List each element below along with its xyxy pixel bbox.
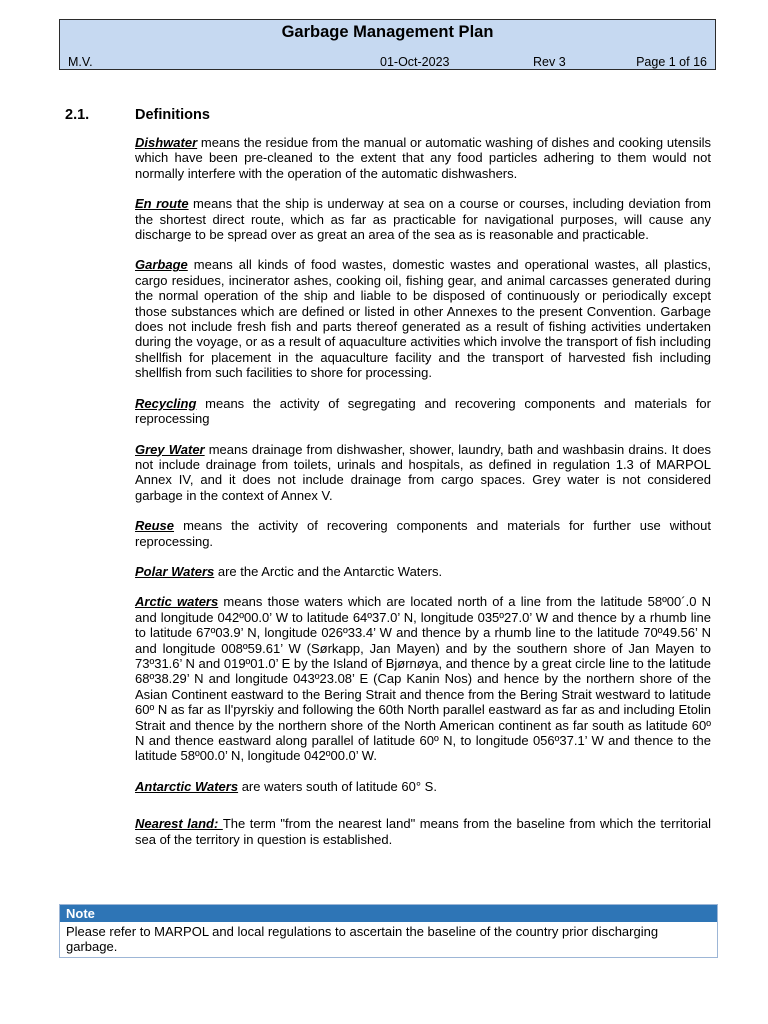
note-text: Please refer to MARPOL and local regulations to ascertain the baseline of the country prior discharging garbage.	[66, 924, 659, 955]
note-box	[59, 904, 718, 958]
definition-term: Nearest land:	[135, 816, 223, 832]
definition-term: Arctic waters	[135, 594, 219, 610]
definition-text: means all kinds of food wastes, domestic wastes and operational wastes, all plastics, cargo residues, incinerator ashes, cooking oil, fishing gear, and animal carcasses generated during the normal operation of the ship and liable to be disposed of continuously or periodically except those substances which are defined or listed in other Annexes to the present Convention. Garbage does not include fresh fish and parts thereof generated as a result of fishing activities undertaken during the voyage, or as a result of aquaculture activities which involve the transport of fish including shellfish for placement in the aquaculture facility and the transport of harvested fish including shellfish from such facilities to shore for processing.	[135, 257, 711, 381]
definition-text: means the residue from the manual or automatic washing of dishes and cooking utensils which have been pre-cleaned to the extent that any food particles adhering to them would not normally interfere with the operation of the automatic dishwashers.	[135, 135, 711, 181]
definition-grey-water	[135, 442, 711, 504]
definition-term: Garbage	[135, 257, 188, 273]
definition-text: means the activity of recovering components and materials for further use without reprocessing.	[135, 518, 711, 549]
definition-antarctic-waters	[135, 779, 711, 794]
vessel-name: M.V.	[68, 55, 93, 69]
section-number: 2.1.	[65, 107, 90, 123]
definition-nearest-land	[135, 816, 711, 847]
definition-text: means those waters which are located north of a line from the latitude 58º00´.0 N and longitude 042º00.0’ W to latitude 64º37.0’ N, longitude 035º27.0’ W and thence by a rhumb line to latitude 67º03.9’ N, longitude 026º33.4’ W and thence by a rhumb line to the latitude 70º49.56’ N and longitude 008º59.61’ W (Sørkapp, Jan Mayen) and by the southern shore of Jan Mayen to 73º31.6’ N and 019º01.0’ E by the Island of Bjørnøya, and thence by a great circle line to the latitude 68º38.29’ N and longitude 043º23.08’ E (Cap Kanin Nos) and hence by the northern shore of the Asian Continent eastward to the Bering Strait and thence from the Bering Strait westward to latitude 60º N as far as Il'pyrskiy and following the 60th North parallel eastward as far as and including Etolin Strait and thence by the northern shore of the North American continent as far south as latitude 60º N and thence eastward along parallel of latitude 60º N, to longitude 056º37.1’ W and thence to the latitude 58º00.0’ N, longitude 042º00.0’ W.	[135, 594, 712, 764]
definition-term: Reuse	[135, 518, 175, 534]
definition-term: Polar Waters	[135, 563, 215, 579]
definition-garbage	[135, 257, 711, 380]
definition-en-route	[135, 196, 711, 242]
page-number: Page 1 of 16	[636, 55, 707, 69]
definition-term: Recycling	[135, 395, 197, 411]
definition-polar-waters	[135, 564, 711, 579]
definition-text: means drainage from dishwasher, shower, laundry, bath and washbasin drains. It does not include drainage from toilets, urinals and hospitals, as defined in regulation 1.3 of MARPOL Annex IV, and it does not include drainage from cargo spaces. Grey water is not considered garbage in the context of Annex V.	[135, 441, 711, 503]
definitions-list	[135, 135, 711, 847]
definition-recycling	[135, 396, 711, 427]
document-date: 01-Oct-2023	[380, 55, 450, 69]
definition-arctic-waters	[135, 594, 711, 763]
document-header	[59, 19, 716, 70]
definition-text: The term "from the nearest land" means from the baseline from which the territorial sea of the territory in question is established.	[135, 816, 711, 847]
definition-text: means that the ship is underway at sea on a course or courses, including deviation from the shortest direct route, which as far as practicable for navigational purposes, will cause any discharge to be spread over as great an area of the sea as is reasonable and practicable.	[135, 196, 711, 243]
definition-text: are waters south of latitude 60° S.	[238, 778, 437, 794]
definition-term: Antarctic Waters	[135, 778, 239, 794]
note-title: Note	[60, 905, 717, 922]
document-title: Garbage Management Plan	[281, 23, 494, 41]
definition-term: Grey Water	[135, 441, 205, 457]
definition-text: means the activity of segregating and recovering components and materials for reprocessing	[135, 395, 711, 427]
definition-text: are the Arctic and the Antarctic Waters.	[214, 563, 443, 579]
definition-reuse	[135, 518, 711, 549]
definition-dishwater	[135, 135, 711, 181]
definition-term: Dishwater	[135, 135, 198, 150]
definition-term: En route	[135, 196, 189, 212]
revision-number: Rev 3	[533, 55, 566, 69]
section-title: Definitions	[135, 107, 210, 123]
